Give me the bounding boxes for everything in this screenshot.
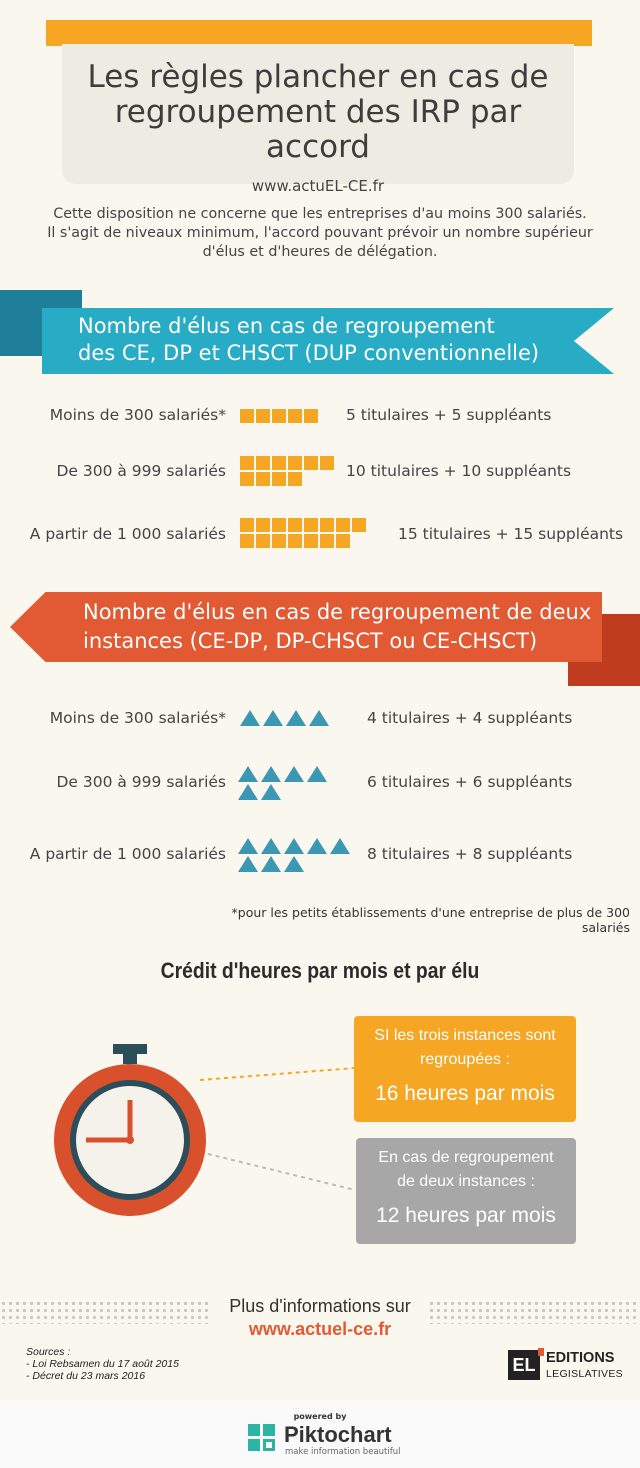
triangle-icon <box>238 784 258 800</box>
more-info <box>212 1296 428 1340</box>
sources-line1: - Loi Rebsamen du 17 août 2015 <box>26 1358 179 1370</box>
square-icon <box>336 534 350 548</box>
footer-brand[interactable]: Piktochart <box>284 1422 392 1447</box>
credit-box1-hours: 16 heures par mois <box>375 1082 555 1105</box>
square-icon <box>240 456 254 470</box>
triangle-icon <box>261 856 281 872</box>
square-icon <box>240 534 254 548</box>
s1-row1-label: Moins de 300 salariés* <box>49 406 226 424</box>
credit-box-three-instances <box>354 1016 576 1122</box>
connector-line-yellow <box>200 1068 355 1080</box>
s1-row2-value: 10 titulaires + 10 suppléants <box>346 462 572 480</box>
logo-line1: EDITIONS <box>546 1350 615 1366</box>
section2-title-line1: Nombre d'élus en cas de regroupement de deux <box>83 600 592 624</box>
square-icon <box>336 518 350 532</box>
triangle-icon <box>263 710 283 726</box>
s2-row3-triangles <box>238 838 354 872</box>
square-icon <box>272 518 286 532</box>
s2-row1-value: 4 titulaires + 4 suppléants <box>367 709 573 727</box>
connector-line-grey <box>200 1152 355 1190</box>
triangle-icon <box>307 766 327 782</box>
s2-row2-label: De 300 à 999 salariés <box>56 773 226 791</box>
dot-pattern-right <box>428 1300 640 1324</box>
s2-row1-triangles <box>240 710 358 726</box>
more-info-link[interactable]: www.actuel-ce.fr <box>248 1319 392 1339</box>
s2-row3-value: 8 titulaires + 8 suppléants <box>367 845 573 863</box>
square-icon <box>304 456 318 470</box>
credit-title: Crédit d'heures par mois et par élu <box>160 958 480 983</box>
triangle-icon <box>284 856 304 872</box>
section1-title-line1: Nombre d'élus en cas de regroupement <box>78 314 495 338</box>
square-icon <box>352 518 366 532</box>
triangle-icon <box>261 766 281 782</box>
sources <box>26 1346 179 1382</box>
sources-line2: - Décret du 23 mars 2016 <box>26 1370 146 1382</box>
dot-pattern-left <box>0 1300 212 1324</box>
s1-row2-label: De 300 à 999 salariés <box>56 462 226 480</box>
intro-line3: d'élus et d'heures de délégation. <box>202 244 438 260</box>
more-info-label: Plus d'informations sur <box>229 1296 411 1316</box>
page-title-line1: Les règles plancher en cas de <box>87 59 549 95</box>
square-icon <box>304 518 318 532</box>
triangle-icon <box>238 856 258 872</box>
square-icon <box>256 518 270 532</box>
square-icon <box>288 472 302 486</box>
square-icon <box>320 534 334 548</box>
triangle-icon <box>240 710 260 726</box>
credit-box-two-instances <box>356 1138 576 1244</box>
square-icon <box>256 456 270 470</box>
section2-title-line2: instances (CE-DP, DP-CHSCT ou CE-CHSCT) <box>83 629 538 653</box>
editions-legislatives-logo <box>508 1348 626 1384</box>
square-icon <box>288 518 302 532</box>
header-box <box>62 44 574 195</box>
square-icon <box>240 409 254 423</box>
clock-button-icon <box>113 1044 147 1054</box>
footer <box>0 1400 640 1468</box>
intro-line1: Cette disposition ne concerne que les entreprises d'au moins 300 salariés. <box>53 206 587 222</box>
clock-illustration <box>50 1040 360 1225</box>
footer-tagline: make information beautiful <box>285 1447 401 1457</box>
triangle-icon <box>238 838 258 854</box>
triangle-icon <box>284 766 304 782</box>
triangle-icon <box>286 710 306 726</box>
s1-row3-squares <box>240 518 368 548</box>
section1-title <box>78 313 539 367</box>
s2-row3-label: A partir de 1 000 salariés <box>29 845 226 863</box>
square-icon <box>288 534 302 548</box>
s1-row1-squares <box>240 409 320 423</box>
header-url[interactable]: www.actuEL-CE.fr <box>251 177 385 195</box>
triangle-icon <box>261 838 281 854</box>
footer-powered: powered by <box>293 1412 347 1421</box>
intro-text <box>20 205 620 262</box>
intro-line2: Il s'agit de niveaux minimum, l'accord pouvant prévoir un nombre supérieur <box>47 225 593 241</box>
section1-title-line2: des CE, DP et CHSCT (DUP conventionnelle) <box>78 341 540 365</box>
square-icon <box>320 518 334 532</box>
square-icon <box>256 472 270 486</box>
square-icon <box>272 472 286 486</box>
triangle-icon <box>330 838 350 854</box>
square-icon <box>304 409 318 423</box>
logo-mark: EL <box>508 1350 540 1380</box>
s2-row1-label: Moins de 300 salariés* <box>49 709 226 727</box>
sources-title: Sources : <box>26 1346 71 1358</box>
header-accent-bar <box>46 20 592 46</box>
square-icon <box>240 472 254 486</box>
square-icon <box>256 534 270 548</box>
triangle-icon <box>307 838 327 854</box>
square-icon <box>304 534 318 548</box>
square-icon <box>272 534 286 548</box>
credit-box2-line1: En cas de regroupement <box>378 1149 554 1166</box>
square-icon <box>288 456 302 470</box>
triangle-icon <box>284 838 304 854</box>
triangle-icon <box>238 766 258 782</box>
s1-row3-label: A partir de 1 000 salariés <box>29 525 226 543</box>
square-icon <box>240 518 254 532</box>
square-icon <box>272 456 286 470</box>
piktochart-logo-icon <box>248 1424 278 1454</box>
credit-box2-hours: 12 heures par mois <box>376 1204 556 1227</box>
triangle-icon <box>261 784 281 800</box>
section2-title <box>83 598 591 656</box>
page-title <box>62 44 574 165</box>
square-icon <box>256 409 270 423</box>
square-icon <box>320 456 334 470</box>
s2-row2-value: 6 titulaires + 6 suppléants <box>367 773 573 791</box>
s1-row1-value: 5 titulaires + 5 suppléants <box>346 406 552 424</box>
s1-row2-squares <box>240 456 336 486</box>
page-title-line2: regroupement des IRP par accord <box>114 94 522 165</box>
square-icon <box>288 409 302 423</box>
s2-row2-triangles <box>238 766 330 800</box>
logo-line2: LEGISLATIVES <box>546 1368 623 1380</box>
footnote: *pour les petits établissements d'une entreprise de plus de 300 salariés <box>231 905 630 935</box>
square-icon <box>272 409 286 423</box>
credit-box1-line1: SI les trois instances sont <box>374 1027 556 1044</box>
triangle-icon <box>309 710 329 726</box>
credit-box2-line2: de deux instances : <box>397 1173 535 1190</box>
s1-row3-value: 15 titulaires + 15 suppléants <box>398 525 624 543</box>
credit-box1-line2: regroupées : <box>420 1051 510 1068</box>
